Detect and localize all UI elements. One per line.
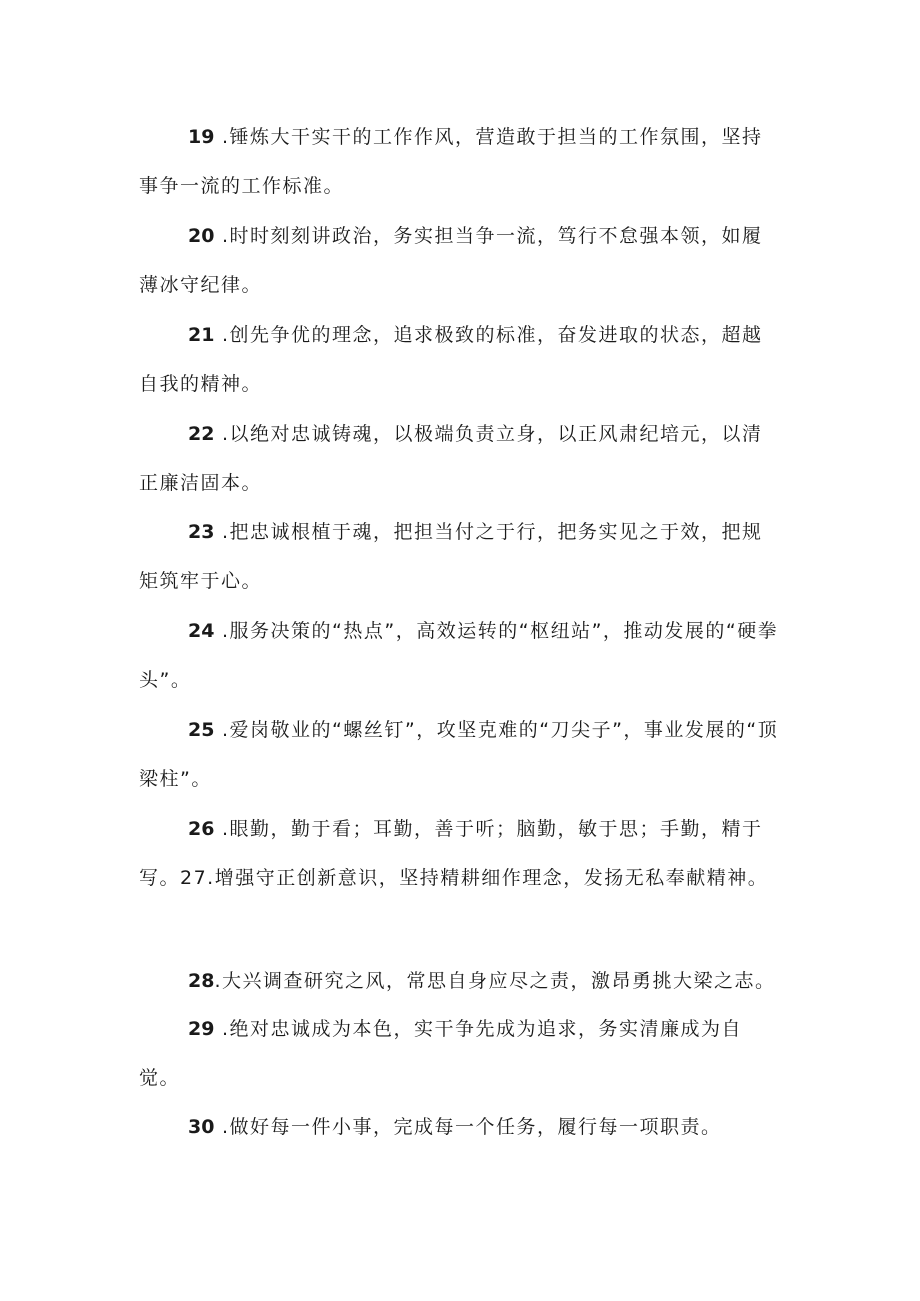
item-number: 22: [188, 423, 215, 445]
item-text: .创先争优的理念，追求极致的标准，奋发进取的状态，超越自我的精神。: [139, 324, 763, 395]
item-text: .做好每一件小事，完成每一个任务，履行每一项职责。: [214, 1116, 722, 1138]
list-item-30: [139, 1103, 779, 1152]
item-number: 23: [188, 521, 215, 543]
item-number: 26: [188, 818, 215, 840]
item-text: .以绝对忠诚铸魂，以极端负责立身，以正风肃纪培元，以清正廉洁固本。: [139, 423, 763, 494]
item-number: 30: [188, 1116, 215, 1138]
item-text: .时时刻刻讲政治，务实担当争一流，笃行不怠强本领，如履薄冰守纪律。: [139, 225, 763, 296]
list-item-21: [139, 311, 779, 409]
list-item-25: [139, 706, 779, 804]
item-text: .爱岗敬业的“螺丝钉”，攻坚克难的“刀尖子”，事业发展的“顶梁柱”。: [139, 719, 779, 790]
item-text: .服务决策的“热点”，高效运转的“枢纽站”，推动发展的“硬拳头”。: [139, 620, 779, 691]
list-item-29: [139, 1005, 779, 1103]
item-number: 21: [188, 324, 215, 346]
item-number: 24: [188, 620, 215, 642]
list-item-19: [139, 113, 779, 211]
item-number: 20: [188, 225, 215, 247]
list-item-20: [139, 212, 779, 310]
list-item-24: [139, 607, 779, 705]
list-item-23: [139, 508, 779, 606]
item-text: .把忠诚根植于魂，把担当付之于行，把务实见之于效，把规矩筑牢于心。: [139, 521, 763, 592]
item-number: 29: [188, 1018, 215, 1040]
list-item-22: [139, 410, 779, 508]
item-number: 25: [188, 719, 215, 741]
item-text: .大兴调查研究之风，常思自身应尽之责，激昂勇挑大梁之志。: [214, 970, 776, 992]
item-text: .绝对忠诚成为本色，实干争先成为追求，务实清廉成为自觉。: [139, 1018, 743, 1089]
list-item-28: [139, 957, 779, 1006]
item-text: .锤炼大干实干的工作作风，营造敢于担当的工作氛围，坚持事争一流的工作标准。: [139, 126, 763, 197]
item-number: 28: [188, 970, 215, 992]
list-item-26: [139, 805, 779, 903]
item-number: 19: [188, 126, 215, 148]
item-text: .眼勤，勤于看；耳勤，善于听；脑勤，敏于思；手勤，精于写。27.增强守正创新意识，坚持精耕细作理念，发扬无私奉献精神。: [139, 818, 769, 889]
